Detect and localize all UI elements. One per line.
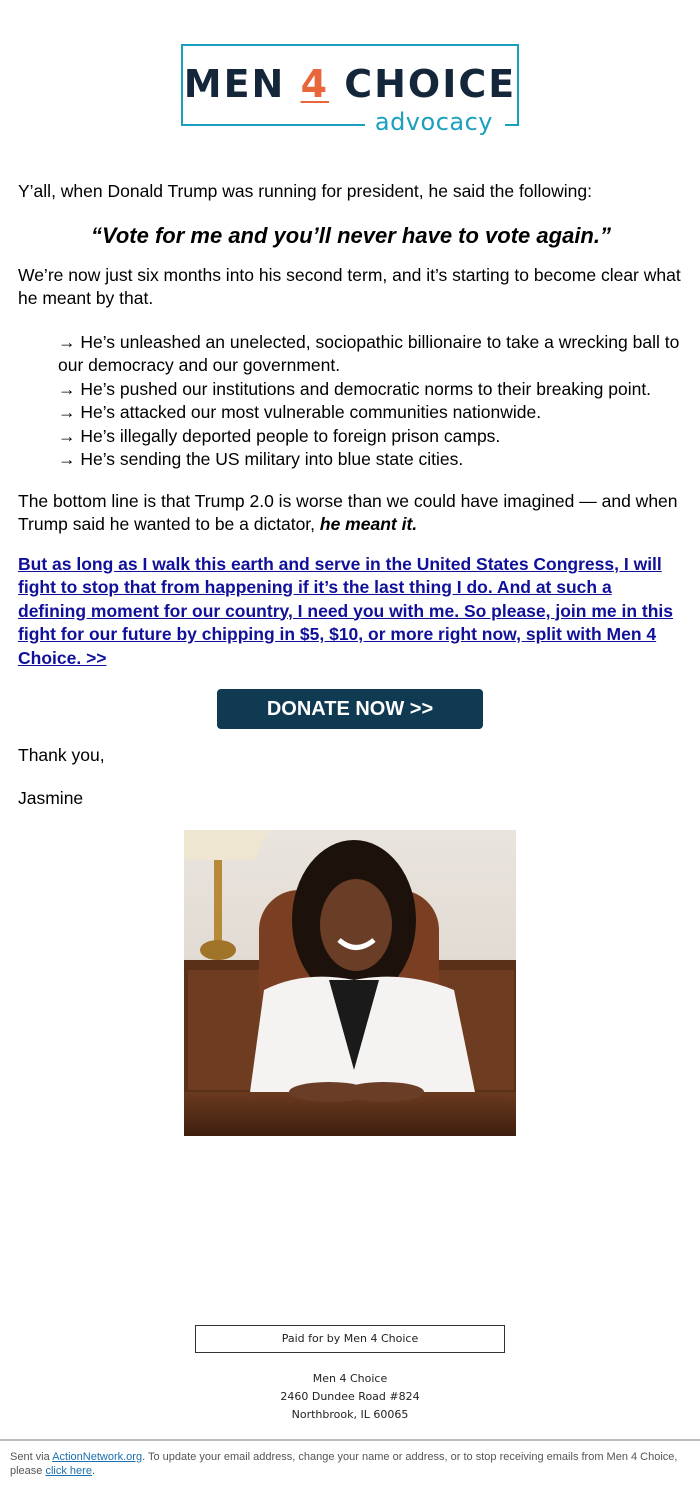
closing-text: Thank you, [18,745,105,765]
mailing-address [0,1370,700,1424]
signature: Jasmine [18,788,84,808]
paid-for-disclaimer: Paid for by Men 4 Choice [195,1325,505,1353]
context-paragraph: We’re now just six months into his second term, and it’s starting to become clear what he meant by that. [18,264,681,308]
actionnetwork-link[interactable]: ActionNetwork.org [52,1451,143,1463]
logo-subtitle: advocacy [369,108,499,136]
donate-button[interactable]: DONATE NOW >> [217,689,483,729]
list-item: → He’s unleashed an unelected, sociopathic billionaire to take a wrecking ball to our democracy and our government. [58,331,680,375]
logo-title: MEN 4 CHOICE [183,62,517,106]
footer-note: Sent via ActionNetwork.org. To update your email address, change your name or address, or to stop receiving emails from Men 4 Choice, please click here. [10,1451,678,1477]
address-line: Men 4 Choice [312,1372,388,1385]
list-item: → He’s illegally deported people to foreign prison camps. [58,425,501,446]
donate-link[interactable]: But as long as I walk this earth and serve in the United States Congress, I will fight to stop that from happening if it’s the last thing I do. And at such a defining moment for our country, I need you with me. So please, join me in this fight for our future by chipping in $5, $10, or more right now, split with Men 4 Choice. >> [18,553,674,668]
emphasis-text: he meant it. [319,514,418,534]
pull-quote: “Vote for me and you’ll never have to vote again.” [91,222,611,248]
footer-divider [0,1439,700,1441]
address-line: Northbrook, IL 60065 [291,1408,409,1421]
bullet-list [58,331,684,472]
list-item: → He’s attacked our most vulnerable communities nationwide. [58,402,542,422]
unsubscribe-link[interactable]: click here [45,1465,92,1477]
intro-paragraph: Y’all, when Donald Trump was running for president, he said the following: [18,181,592,201]
bottom-line-paragraph: The bottom line is that Trump 2.0 is worse than we could have imagined — and when Trump said he wanted to be a dictator, he meant it. [18,490,678,534]
portrait-photo [184,830,516,1136]
address-line: 2460 Dundee Road #824 [280,1390,420,1403]
list-item: → He’s pushed our institutions and democratic norms to their breaking point. [58,378,652,399]
brand-logo [181,44,519,136]
email-body [18,180,684,670]
list-item: → He’s sending the US military into blue state cities. [58,449,464,469]
